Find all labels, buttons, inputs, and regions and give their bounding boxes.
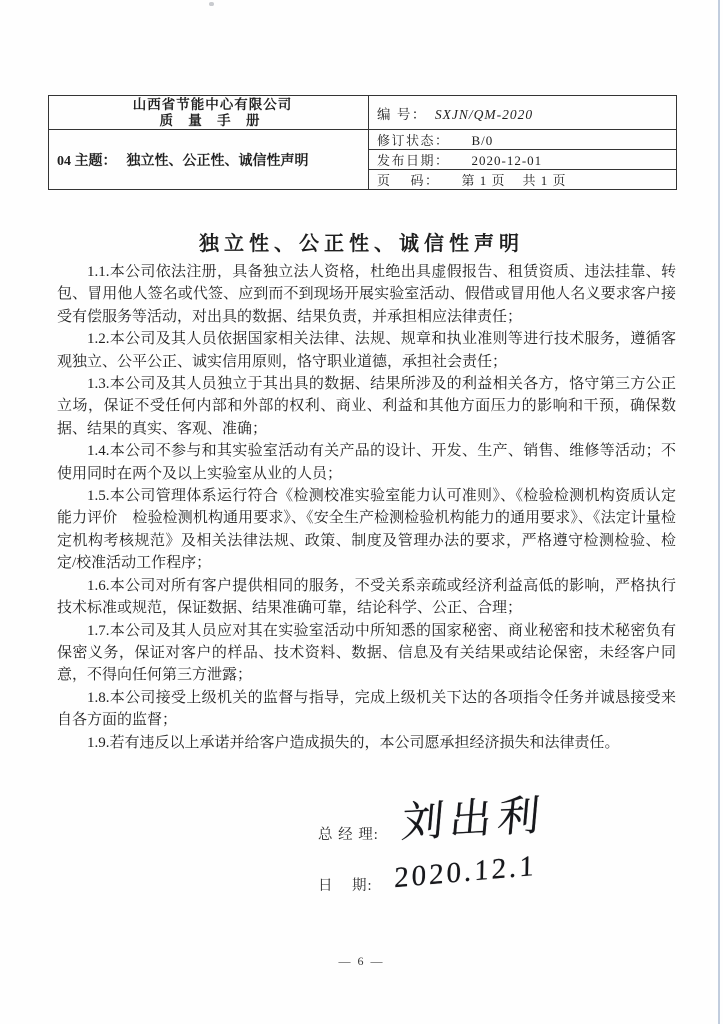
general-manager-label: 总 经 理:: [318, 827, 379, 843]
subject-cell: [49, 130, 369, 190]
page-number-value: 第 1 页 共 1 页: [461, 173, 567, 188]
document-title: 独立性、公正性、诚信性声明: [199, 233, 524, 255]
declaration-paragraph: 1.5.本公司管理体系运行符合《检测校准实验室能力认可准则》、《检验检测机构资质认定能力评价 检验检测机构通用要求》、《安全生产检测检验机构能力的通用要求》、《法定计量检定机构考核规范》及相关法律法规、政策、制度及管理办法的要求，严格遵守检测检验、检定/校准活动工作程序；: [57, 488, 676, 572]
doc-number-value: SXJN/QM-2020: [434, 106, 534, 122]
revision-status-value: B/0: [471, 133, 494, 148]
page-number-label: 页 码：: [377, 173, 440, 188]
declaration-paragraph: 1.3.本公司及其人员独立于其出具的数据、结果所涉及的利益相关各方，恪守第三方公正立场，保证不受任何内部和外部的权利、商业、利益和其他方面压力的影响和干预，确保数据、结果的真实、客观、准确；: [57, 376, 676, 437]
declaration-paragraph: 1.7.本公司及其人员应对其在实验室活动中所知悉的国家秘密、商业秘密和技术秘密负有保密义务，保证对客户的样品、技术资料、数据、信息及有关结果或结论保密，未经客户同意，不得向任何第三方泄露；: [57, 622, 676, 684]
manual-title: 质 量 手 册: [159, 113, 266, 128]
issue-date-label: 发布日期：: [377, 153, 450, 168]
signature-date-handwritten: 2020.12.1: [394, 849, 538, 895]
company-name: 山西省节能中心有限公司: [132, 97, 293, 112]
declaration-paragraph: 1.6.本公司对所有客户提供相同的服务，不受关系亲疏或经济利益高低的影响，严格执行技术标准或规范，保证数据、结果准确可靠，结论科学、公正、合理；: [57, 577, 676, 617]
issue-date-cell: [369, 150, 677, 170]
scan-edge-artifact: [718, 0, 720, 1024]
declaration-paragraph: 1.1.本公司依法注册，具备独立法人资格，杜绝出具虚假报告、租赁资质、违法挂靠、转包、冒用他人签名或代签、应到而不到现场开展实验室活动、假借或冒用他人名义要求客户接受有偿服务等活动，对出具的数据、结果负责，并承担相应法律责任；: [57, 264, 676, 325]
page-number-cell: [369, 170, 677, 190]
declaration-paragraph: 1.2.本公司及其人员依据国家相关法律、法规、规章和执业准则等进行技术服务，遵循客观独立、公平公正、诚实信用原则，恪守职业道德，承担社会责任；: [57, 331, 676, 370]
declaration-paragraph: 1.4.本公司不参与和其实验室活动有关产品的设计、开发、生产、销售、维修等活动；不使用同时在两个及以上实验室从业的人员；: [57, 443, 676, 482]
document-header-table: [48, 95, 677, 190]
declaration-body: [57, 261, 676, 754]
company-header-cell: [49, 96, 369, 130]
signature-date-label: 日 期:: [318, 878, 373, 894]
doc-number-label: 编 号：: [377, 106, 427, 122]
revision-status-label: 修订状态：: [377, 133, 450, 148]
scan-speck-artifact: [209, 2, 214, 6]
subject-value: 独立性、公正性、诚信性声明: [126, 153, 309, 169]
footer-page-number: — 6 —: [338, 954, 385, 968]
declaration-paragraph: 1.9.若有违反以上承诺并给客户造成损失的，本公司愿承担经济损失和法律责任。: [87, 734, 620, 751]
declaration-paragraph: 1.8.本公司接受上级机关的监督与指导，完成上级机关下达的各项指令任务并诚恳接受来自各方面的监督；: [57, 689, 676, 729]
general-manager-signature: 刘出利: [399, 793, 548, 847]
issue-date-value: 2020-12-01: [471, 153, 543, 168]
revision-status-cell: [369, 130, 677, 150]
doc-number-cell: [369, 96, 677, 130]
subject-label: 04 主题：: [57, 153, 117, 169]
